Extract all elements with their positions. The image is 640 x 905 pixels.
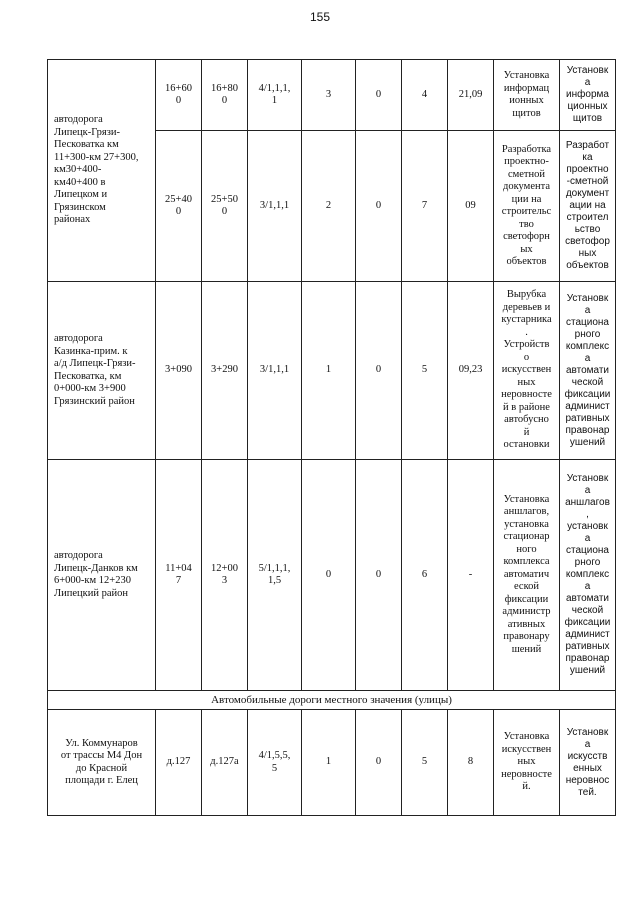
count-1: 2 bbox=[302, 131, 356, 282]
count-1: 1 bbox=[302, 282, 356, 460]
start-km: 16+60 0 bbox=[156, 60, 202, 131]
table-row bbox=[48, 60, 616, 131]
count-4: 21,09 bbox=[448, 60, 494, 131]
measure-final: Установк а аншлагов , установк а стациона рного комплекс а автомати ческой фиксации админист ративных правонар ушений bbox=[560, 460, 616, 691]
start-km: 11+04 7 bbox=[156, 460, 202, 691]
measure: Установка информац ионных щитов bbox=[494, 60, 560, 131]
measure-final: Установк а информа ционных щитов bbox=[560, 60, 616, 131]
count-3: 5 bbox=[402, 710, 448, 816]
count-1: 3 bbox=[302, 60, 356, 131]
start-km: 25+40 0 bbox=[156, 131, 202, 282]
measure-final: Установк а стациона рного комплекс а автомати ческой фиксации админист ративных правонар ушений bbox=[560, 282, 616, 460]
road-name: автодорога Липецк-Данков км 6+000-км 12+230 Липецкий район bbox=[48, 460, 156, 691]
category: 4/1,1,1, 1 bbox=[248, 60, 302, 131]
table-row bbox=[48, 460, 616, 691]
count-1: 0 bbox=[302, 460, 356, 691]
category: 4/1,5,5, 5 bbox=[248, 710, 302, 816]
count-4: 8 bbox=[448, 710, 494, 816]
section-title: Автомобильные дороги местного значения (улицы) bbox=[48, 691, 616, 710]
count-2: 0 bbox=[356, 460, 402, 691]
road-name: автодорога Липецк-Грязи- Песковатка км 11+300-км 27+300, км30+400- км40+400 в Липецком и Грязинском районах bbox=[48, 60, 156, 282]
category: 5/1,1,1, 1,5 bbox=[248, 460, 302, 691]
measure: Установка аншлагов, установка стационар ного комплекса автоматич еской фиксации администр ативных правонару шений bbox=[494, 460, 560, 691]
count-2: 0 bbox=[356, 60, 402, 131]
measure: Разработка проектно- сметной документа ции на строительс тво светофорн ых объектов bbox=[494, 131, 560, 282]
measure-final: Разработ ка проектно -сметной документ ации на строител ьство светофор ных объектов bbox=[560, 131, 616, 282]
road-name: Ул. Коммунаров от трассы М4 Дон до Красной площади г. Елец bbox=[48, 710, 156, 816]
end-km: 12+00 3 bbox=[202, 460, 248, 691]
count-2: 0 bbox=[356, 282, 402, 460]
count-3: 6 bbox=[402, 460, 448, 691]
count-4: - bbox=[448, 460, 494, 691]
end-km: 3+290 bbox=[202, 282, 248, 460]
count-4: 09 bbox=[448, 131, 494, 282]
page-number: 155 bbox=[309, 10, 331, 24]
roads-table bbox=[47, 59, 616, 816]
start-km: 3+090 bbox=[156, 282, 202, 460]
category: 3/1,1,1 bbox=[248, 282, 302, 460]
road-name: автодорога Казинка-прим. к а/д Липецк-Грязи- Песковатка, км 0+000-км 3+900 Грязинский район bbox=[48, 282, 156, 460]
section-row bbox=[48, 691, 616, 710]
measure: Вырубка деревьев и кустарника . Устройств о искусствен ных неровносте й в районе автобусно й остановки bbox=[494, 282, 560, 460]
count-3: 5 bbox=[402, 282, 448, 460]
table-row bbox=[48, 710, 616, 816]
count-4: 09,23 bbox=[448, 282, 494, 460]
count-1: 1 bbox=[302, 710, 356, 816]
end-km: д.127а bbox=[202, 710, 248, 816]
measure: Установка искусствен ных неровносте й. bbox=[494, 710, 560, 816]
measure-final: Установк а искусств енных неровнос тей. bbox=[560, 710, 616, 816]
count-2: 0 bbox=[356, 131, 402, 282]
start-km: д.127 bbox=[156, 710, 202, 816]
end-km: 25+50 0 bbox=[202, 131, 248, 282]
end-km: 16+80 0 bbox=[202, 60, 248, 131]
table-row bbox=[48, 282, 616, 460]
count-3: 4 bbox=[402, 60, 448, 131]
count-2: 0 bbox=[356, 710, 402, 816]
count-3: 7 bbox=[402, 131, 448, 282]
category: 3/1,1,1 bbox=[248, 131, 302, 282]
